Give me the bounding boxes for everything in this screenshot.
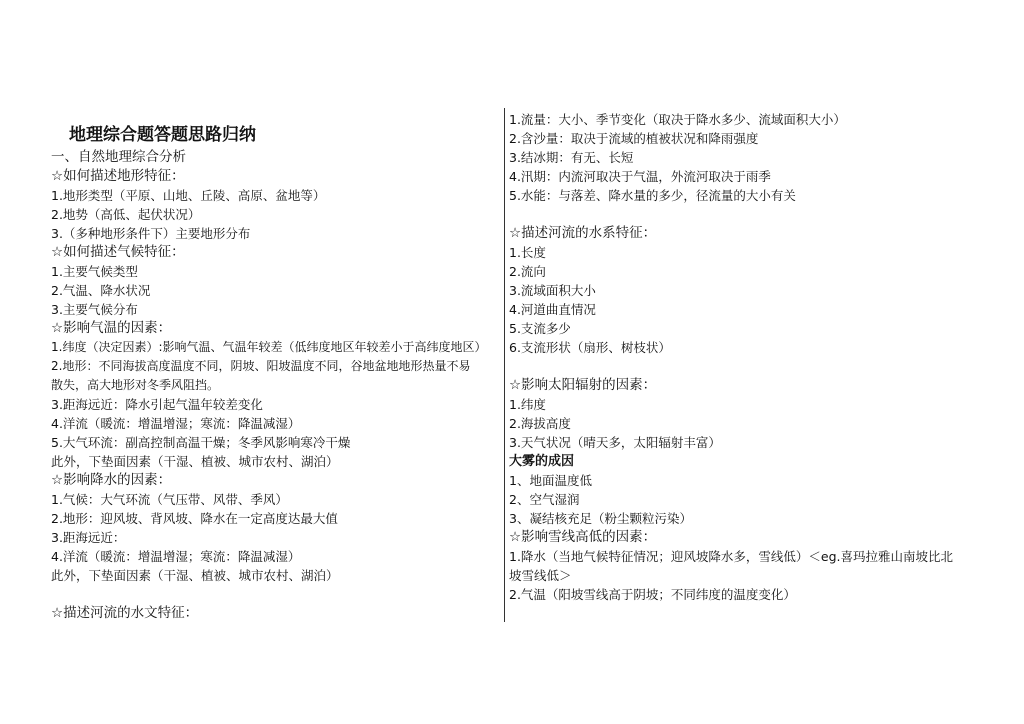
text-line: 6.支流形状（扇形、树枝状） [509,340,671,355]
section-heading: ☆如何描述气候特征： [51,244,185,260]
text-line: 5.支流多少 [509,321,571,336]
text-line: 2.海拔高度 [509,416,571,431]
text-line: 3.结冰期：有无、长短 [509,150,634,165]
text-line: 3.天气状况（晴天多，太阳辐射丰富） [509,435,721,450]
text-line: 2.流向 [509,264,546,279]
text-line: 1、地面温度低 [509,473,592,488]
text-line: 2、空气湿润 [509,492,580,507]
text-line: 3.距海远近：降水引起气温年较差变化 [51,397,263,412]
text-line: 3.距海远近： [51,530,126,545]
column-divider [504,108,505,622]
text-line: 4.河道曲直情况 [509,302,596,317]
text-line: 3、凝结核充足（粉尘颗粒污染） [509,511,692,526]
document-title: 地理综合题答题思路归纳 [69,125,256,145]
text-line: 4.洋流（暖流：增温增湿；寒流：降温减湿） [51,549,301,564]
text-line: 1.地形类型（平原、山地、丘陵、高原、盆地等） [51,188,326,203]
text-line: 4.汛期：内流河取决于气温，外流河取决于雨季 [509,169,771,184]
text-line: 4.洋流（暖流：增温增湿；寒流：降温减湿） [51,416,301,431]
text-line: 1.流量：大小、季节变化（取决于降水多少、流域面积大小） [509,112,846,127]
text-line: 此外，下垫面因素（干湿、植被、城市农村、湖泊） [51,454,339,469]
text-line: 5.大气环流：副高控制高温干燥；冬季风影响寒冷干燥 [51,435,351,450]
text-line: 1.气候：大气环流（气压带、风带、季风） [51,492,288,507]
text-line: 3.主要气候分布 [51,302,138,317]
text-line: 2.气温、降水状况 [51,283,151,298]
text-line: 2.地形：不同海拔高度温度不同，阴坡、阳坡温度不同，谷地盆地地形热量不易 [51,359,471,373]
text-line: 坡雪线低＞ [509,568,572,583]
text-line: 3.流域面积大小 [509,283,596,298]
text-line: 散失，高大地形对冬季风阻挡。 [51,378,220,392]
text-line: 2.含沙量：取决于流域的植被状况和降雨强度 [509,131,759,146]
text-line: 2.气温（阳坡雪线高于阴坡；不同纬度的温度变化） [509,587,796,602]
section-heading: ☆影响降水的因素： [51,472,172,488]
text-line: 5.水能：与落差、降水量的多少，径流量的大小有关 [509,188,796,203]
text-line: 2.地势（高低、起伏状况） [51,207,201,222]
section-heading: ☆描述河流的水文特征： [51,605,199,621]
text-line: 1.降水（当地气候特征情况；迎风坡降水多，雪线低）＜eg.喜玛拉雅山南坡比北 [509,549,954,564]
text-line: 3.（多种地形条件下）主要地形分布 [51,226,251,241]
section-heading: ☆描述河流的水系特征： [509,225,657,241]
section-heading: 一、自然地理综合分析 [51,149,186,165]
section-heading: ☆影响太阳辐射的因素： [509,377,657,393]
section-heading: ☆影响雪线高低的因素： [509,529,657,545]
text-line: 1.主要气候类型 [51,264,138,279]
text-line: 此外，下垫面因素（干湿、植被、城市农村、湖泊） [51,568,339,583]
text-line: 1.纬度 [509,397,546,412]
section-heading: ☆影响气温的因素： [51,320,172,336]
text-line: 1.纬度（决定因素）:影响气温、气温年较差（低纬度地区年较差小于高纬度地区） [51,340,487,354]
section-heading: 大雾的成因 [509,454,575,469]
text-line: 2.地形：迎风坡、背风坡、降水在一定高度达最大值 [51,511,338,526]
section-heading: ☆如何描述地形特征： [51,168,185,184]
text-line: 1.长度 [509,245,546,260]
